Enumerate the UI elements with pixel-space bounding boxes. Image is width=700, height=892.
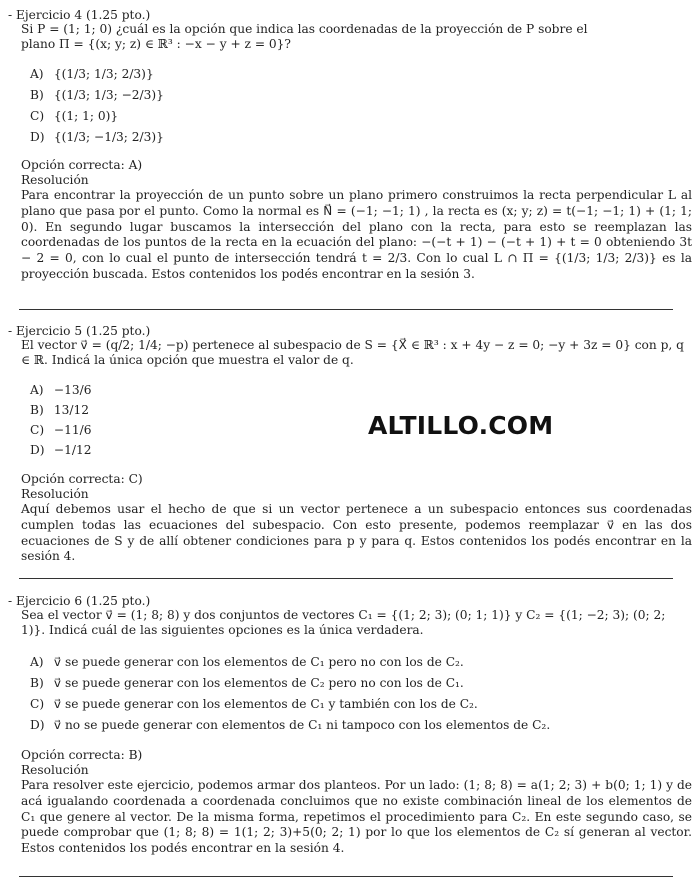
correct-answer: Opción correcta: B) (21, 748, 143, 762)
exercise-statement: Si P = (1; 1; 0) ¿cuál es la opción que indica las coordenadas de la proyección de P sobre el plano Π = {(x; y; z) ∈ ℝ³ : −x − y + z = 0}? (21, 22, 588, 51)
option-text: v⃗ se puede generar con los elementos de C₁ pero no con los de C₂. (53, 655, 464, 669)
option-text: {(1; 1; 0)} (53, 109, 119, 123)
option-c (30, 106, 692, 127)
option-text: v⃗ se puede generar con los elementos de C₁ y también con los de C₂. (53, 697, 478, 711)
option-label: D) (30, 718, 45, 732)
resolution-title: Resolución (21, 173, 89, 187)
option-text: 13/12 (53, 403, 89, 417)
divider (19, 578, 673, 579)
option-c (30, 420, 692, 440)
option-c (30, 694, 692, 715)
option-a (30, 652, 692, 673)
option-label: A) (30, 655, 44, 669)
options-list (30, 652, 692, 736)
option-text: {(1/3; −1/3; 2/3)} (53, 130, 164, 144)
option-text: v⃗ no se puede generar con elementos de C₁ ni tampoco con los elementos de C₂. (53, 718, 551, 732)
option-d (30, 715, 692, 736)
options-list (30, 64, 692, 148)
option-text: −1/12 (53, 443, 92, 457)
exercise-4 (8, 8, 692, 283)
option-text: −11/6 (53, 423, 92, 437)
watermark-logo: ALTILLO.COM (368, 411, 554, 440)
exercise-header: - Ejercicio 5 (1.25 pto.) (8, 324, 151, 338)
exercise-statement: Sea el vector v⃗ = (1; 8; 8) y dos conjuntos de vectores C₁ = {(1; 2; 3); (0; 1; 1)} y C₂ = {(1; −2; 3); (0; 2; 1)}. Indicá cuál de las siguientes opciones es la única verdadera. (21, 608, 666, 637)
option-d (30, 127, 692, 148)
option-label: D) (30, 443, 45, 457)
exercise-statement: El vector v⃗ = (q/2; 1/4; −p) pertenece al subespacio de S = {X⃗ ∈ ℝ³ : x + 4y − z = 0; −y + 3z = 0} con p, q ∈ ℝ. Indicá la única opción que muestra el valor de q. (21, 338, 684, 367)
correct-answer: Opción correcta: C) (21, 472, 143, 486)
option-text: {(1/3; 1/3; −2/3)} (53, 88, 164, 102)
option-text: v⃗ se puede generar con los elementos de C₂ pero no con los de C₁. (53, 676, 464, 690)
option-b (30, 85, 692, 106)
options-list (30, 380, 692, 460)
resolution-title: Resolución (21, 763, 89, 777)
option-label: B) (30, 403, 44, 417)
exercise-5 (8, 324, 692, 565)
option-label: D) (30, 130, 45, 144)
exercise-header: - Ejercicio 6 (1.25 pto.) (8, 594, 151, 608)
option-b (30, 673, 692, 694)
option-b (30, 400, 692, 420)
option-label: B) (30, 88, 44, 102)
option-label: A) (30, 383, 44, 397)
option-label: C) (30, 109, 45, 123)
exercise-header: - Ejercicio 4 (1.25 pto.) (8, 8, 151, 22)
divider (19, 876, 673, 877)
option-text: {(1/3; 1/3; 2/3)} (53, 67, 154, 81)
option-label: C) (30, 697, 45, 711)
divider (19, 309, 673, 310)
option-text: −13/6 (53, 383, 92, 397)
resolution-title: Resolución (21, 487, 89, 501)
correct-answer: Opción correcta: A) (21, 158, 143, 172)
option-d (30, 440, 692, 460)
option-label: C) (30, 423, 45, 437)
resolution-text: Para encontrar la proyección de un punto sobre un plano primero construimos la recta perpendicular L al plano que pasa por el punto. Como la normal es N⃗ = (−1; −1; 1) , la recta es (x; y; z) = t(−1; −1; 1) + (1; 1; 0). En segundo lugar buscamos la intersección del plano con la recta, para esto se reemplazan las coordenadas de los puntos de la recta en la ecuación del plano: −(−t + 1) − (−t + 1) + t = 0 obteniendo 3t − 2 = 0, con lo cual el punto de intersección tendrá t = 2/3. Con lo cual L ∩ Π = {(1/3; 1/3; 2/3)} es la proyección buscada. Estos contenidos los podés encontrar en la sesión 3. (21, 188, 692, 281)
resolution-text: Aquí debemos usar el hecho de que si un vector pertenece a un subespacio entonces sus coordenadas cumplen todas las ecuaciones del subespacio. Con esto presente, podemos reemplazar v⃗ en las dos ecuaciones de S y de allí obtener condiciones para p y para q. Estos contenidos los podés encontrar en la sesión 4. (21, 502, 692, 564)
resolution-text: Para resolver este ejercicio, podemos armar dos planteos. Por un lado: (1; 8; 8) = a(1; 2; 3) + b(0; 1; 1) y de acá igualando coordenada a coordenada concluimos que no existe combinación lineal de los elementos de C₁ que genere al vector. De la misma forma, repetimos el procedimiento para C₂. En este segundo caso, se puede comprobar que (1; 8; 8) = 1(1; 2; 3)+5(0; 2; 1) por lo que los elementos de C₂ sí generan al vector. Estos contenidos los podés encontrar en la sesión 4. (21, 778, 692, 856)
option-label: A) (30, 67, 44, 81)
exercise-6 (8, 594, 692, 857)
option-a (30, 64, 692, 85)
option-a (30, 380, 692, 400)
option-label: B) (30, 676, 44, 690)
